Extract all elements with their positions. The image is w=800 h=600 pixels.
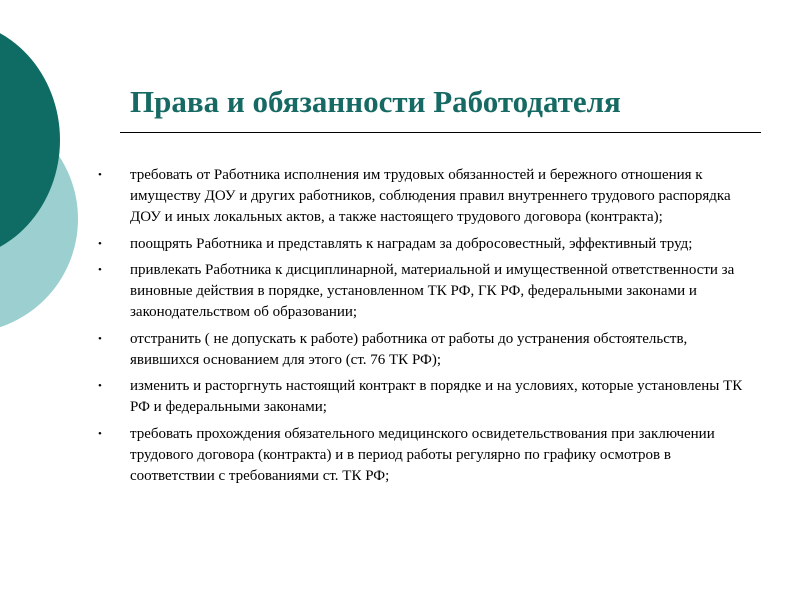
bullet-list	[98, 165, 758, 492]
list-item-text: привлекать Работника к дисциплинарной, материальной и имущественной ответственности за виновные действия в порядке, установленном ТК РФ, ГК РФ, федеральными законами и законодательством об образовании;	[130, 262, 735, 320]
list-item	[98, 376, 758, 418]
list-item-text: отстранить ( не допускать к работе) работника от работы до устранения обстоятельств, явившихся основанием для этого (ст. 76 ТК РФ);	[130, 330, 688, 368]
bullet-marker: •	[98, 264, 102, 276]
list-item	[98, 329, 758, 371]
list-item	[98, 424, 758, 487]
title-divider	[120, 132, 761, 133]
list-item-text: требовать от Работника исполнения им трудовых обязанностей и бережного отношения к имуществу ДОУ и других работников, соблюдения правил внутреннего трудового распорядка ДОУ и иных локальных актов, а также настоящего трудового договора (контракта);	[130, 167, 731, 225]
bullet-marker: •	[98, 169, 102, 181]
list-item	[98, 234, 758, 255]
slide-title: Права и обязанности Работодателя	[130, 84, 621, 119]
list-item	[98, 165, 758, 228]
bullet-marker: •	[98, 380, 102, 392]
list-item-text: поощрять Работника и представлять к наградам за добросовестный, эффективный труд;	[130, 235, 693, 252]
list-item-text: изменить и расторгнуть настоящий контракт в порядке и на условиях, которые установлены ТК РФ и федеральными законами;	[130, 378, 743, 415]
bullet-marker: •	[98, 427, 102, 440]
list-item	[98, 260, 758, 323]
bullet-marker: •	[98, 237, 102, 250]
bullet-marker: •	[98, 332, 102, 345]
list-item-text: требовать прохождения обязательного медицинского освидетельствования при заключении трудового договора (контракта) и в период работы регулярно по графику осмотров в соответствии с требованиями ст. ТК РФ;	[130, 425, 715, 484]
